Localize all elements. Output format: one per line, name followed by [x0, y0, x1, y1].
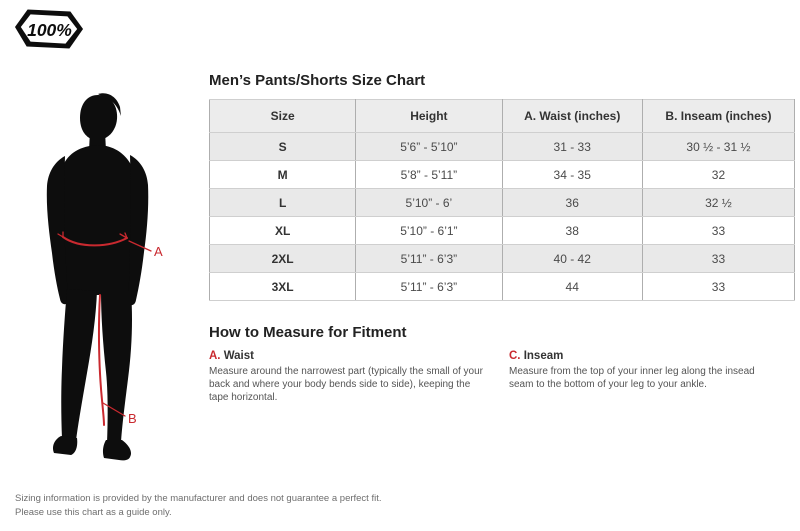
column-header-height: Height [356, 100, 502, 133]
inseam-cell: 30 ½ - 31 ½ [642, 133, 794, 161]
height-cell: 5’10” - 6’ [356, 189, 502, 217]
logo-text: 100% [27, 19, 72, 40]
page-title: Men’s Pants/Shorts Size Chart [209, 72, 426, 89]
inseam-cell: 33 [642, 273, 794, 301]
height-cell: 5’10” - 6’1” [356, 217, 502, 245]
figure-label-b: B [128, 411, 137, 426]
body-silhouette-icon [47, 93, 148, 460]
size-cell: XL [210, 217, 356, 245]
measure-section-title: How to Measure for Fitment [209, 324, 407, 341]
measure-item-inseam [509, 350, 781, 404]
inseam-cell: 32 [642, 161, 794, 189]
figure-label-a: A [154, 244, 163, 259]
size-chart-table [209, 99, 795, 301]
waist-cell: 31 - 33 [502, 133, 642, 161]
waist-cell: 44 [502, 273, 642, 301]
height-cell: 5’11” - 6’3” [356, 245, 502, 273]
inseam-cell: 33 [642, 245, 794, 273]
measure-item-heading [509, 350, 781, 362]
measure-letter-a: A. [209, 350, 221, 362]
table-header-row [210, 100, 795, 133]
footer-line-1: Sizing information is provided by the manufacturer and does not guarantee a perfect fit. [15, 493, 382, 504]
measure-letter-c: C. [509, 350, 521, 362]
measure-columns [209, 350, 795, 404]
height-cell: 5’8” - 5’11” [356, 161, 502, 189]
footer-line-2: Please use this chart as a guide only. [15, 506, 172, 518]
body-measurement-figure [35, 85, 205, 475]
table-row [210, 217, 795, 245]
table-row [210, 189, 795, 217]
column-header-waist: A. Waist (inches) [502, 100, 642, 133]
measure-name-inseam: Inseam [523, 350, 564, 362]
hundred-percent-logo-icon [14, 6, 84, 52]
table-row [210, 273, 795, 301]
inseam-cell: 32 ½ [642, 189, 794, 217]
waist-cell: 40 - 42 [502, 245, 642, 273]
measure-description-inseam: Measure from the top of your inner leg along the insead seam to the bottom of your leg to your ankle. [509, 366, 755, 390]
measure-name-waist: Waist [223, 350, 254, 362]
measure-description-waist: Measure around the narrowest part (typically the small of your back and where your body bends side to side), keeping the tape horizontal. [209, 366, 484, 403]
footer-disclaimer [15, 492, 382, 519]
size-cell: S [210, 133, 356, 161]
height-cell: 5’6” - 5’10” [356, 133, 502, 161]
table-row [210, 161, 795, 189]
size-cell: 2XL [210, 245, 356, 273]
size-cell: L [210, 189, 356, 217]
waist-cell: 36 [502, 189, 642, 217]
table-row [210, 133, 795, 161]
size-cell: 3XL [210, 273, 356, 301]
waist-cell: 34 - 35 [502, 161, 642, 189]
waist-cell: 38 [502, 217, 642, 245]
measure-item-waist [209, 350, 487, 404]
size-cell: M [210, 161, 356, 189]
table-row [210, 245, 795, 273]
measure-item-heading [209, 350, 487, 362]
inseam-cell: 33 [642, 217, 794, 245]
column-header-inseam: B. Inseam (inches) [642, 100, 794, 133]
column-header-size: Size [210, 100, 356, 133]
brand-logo [14, 6, 84, 52]
height-cell: 5’11” - 6’3” [356, 273, 502, 301]
